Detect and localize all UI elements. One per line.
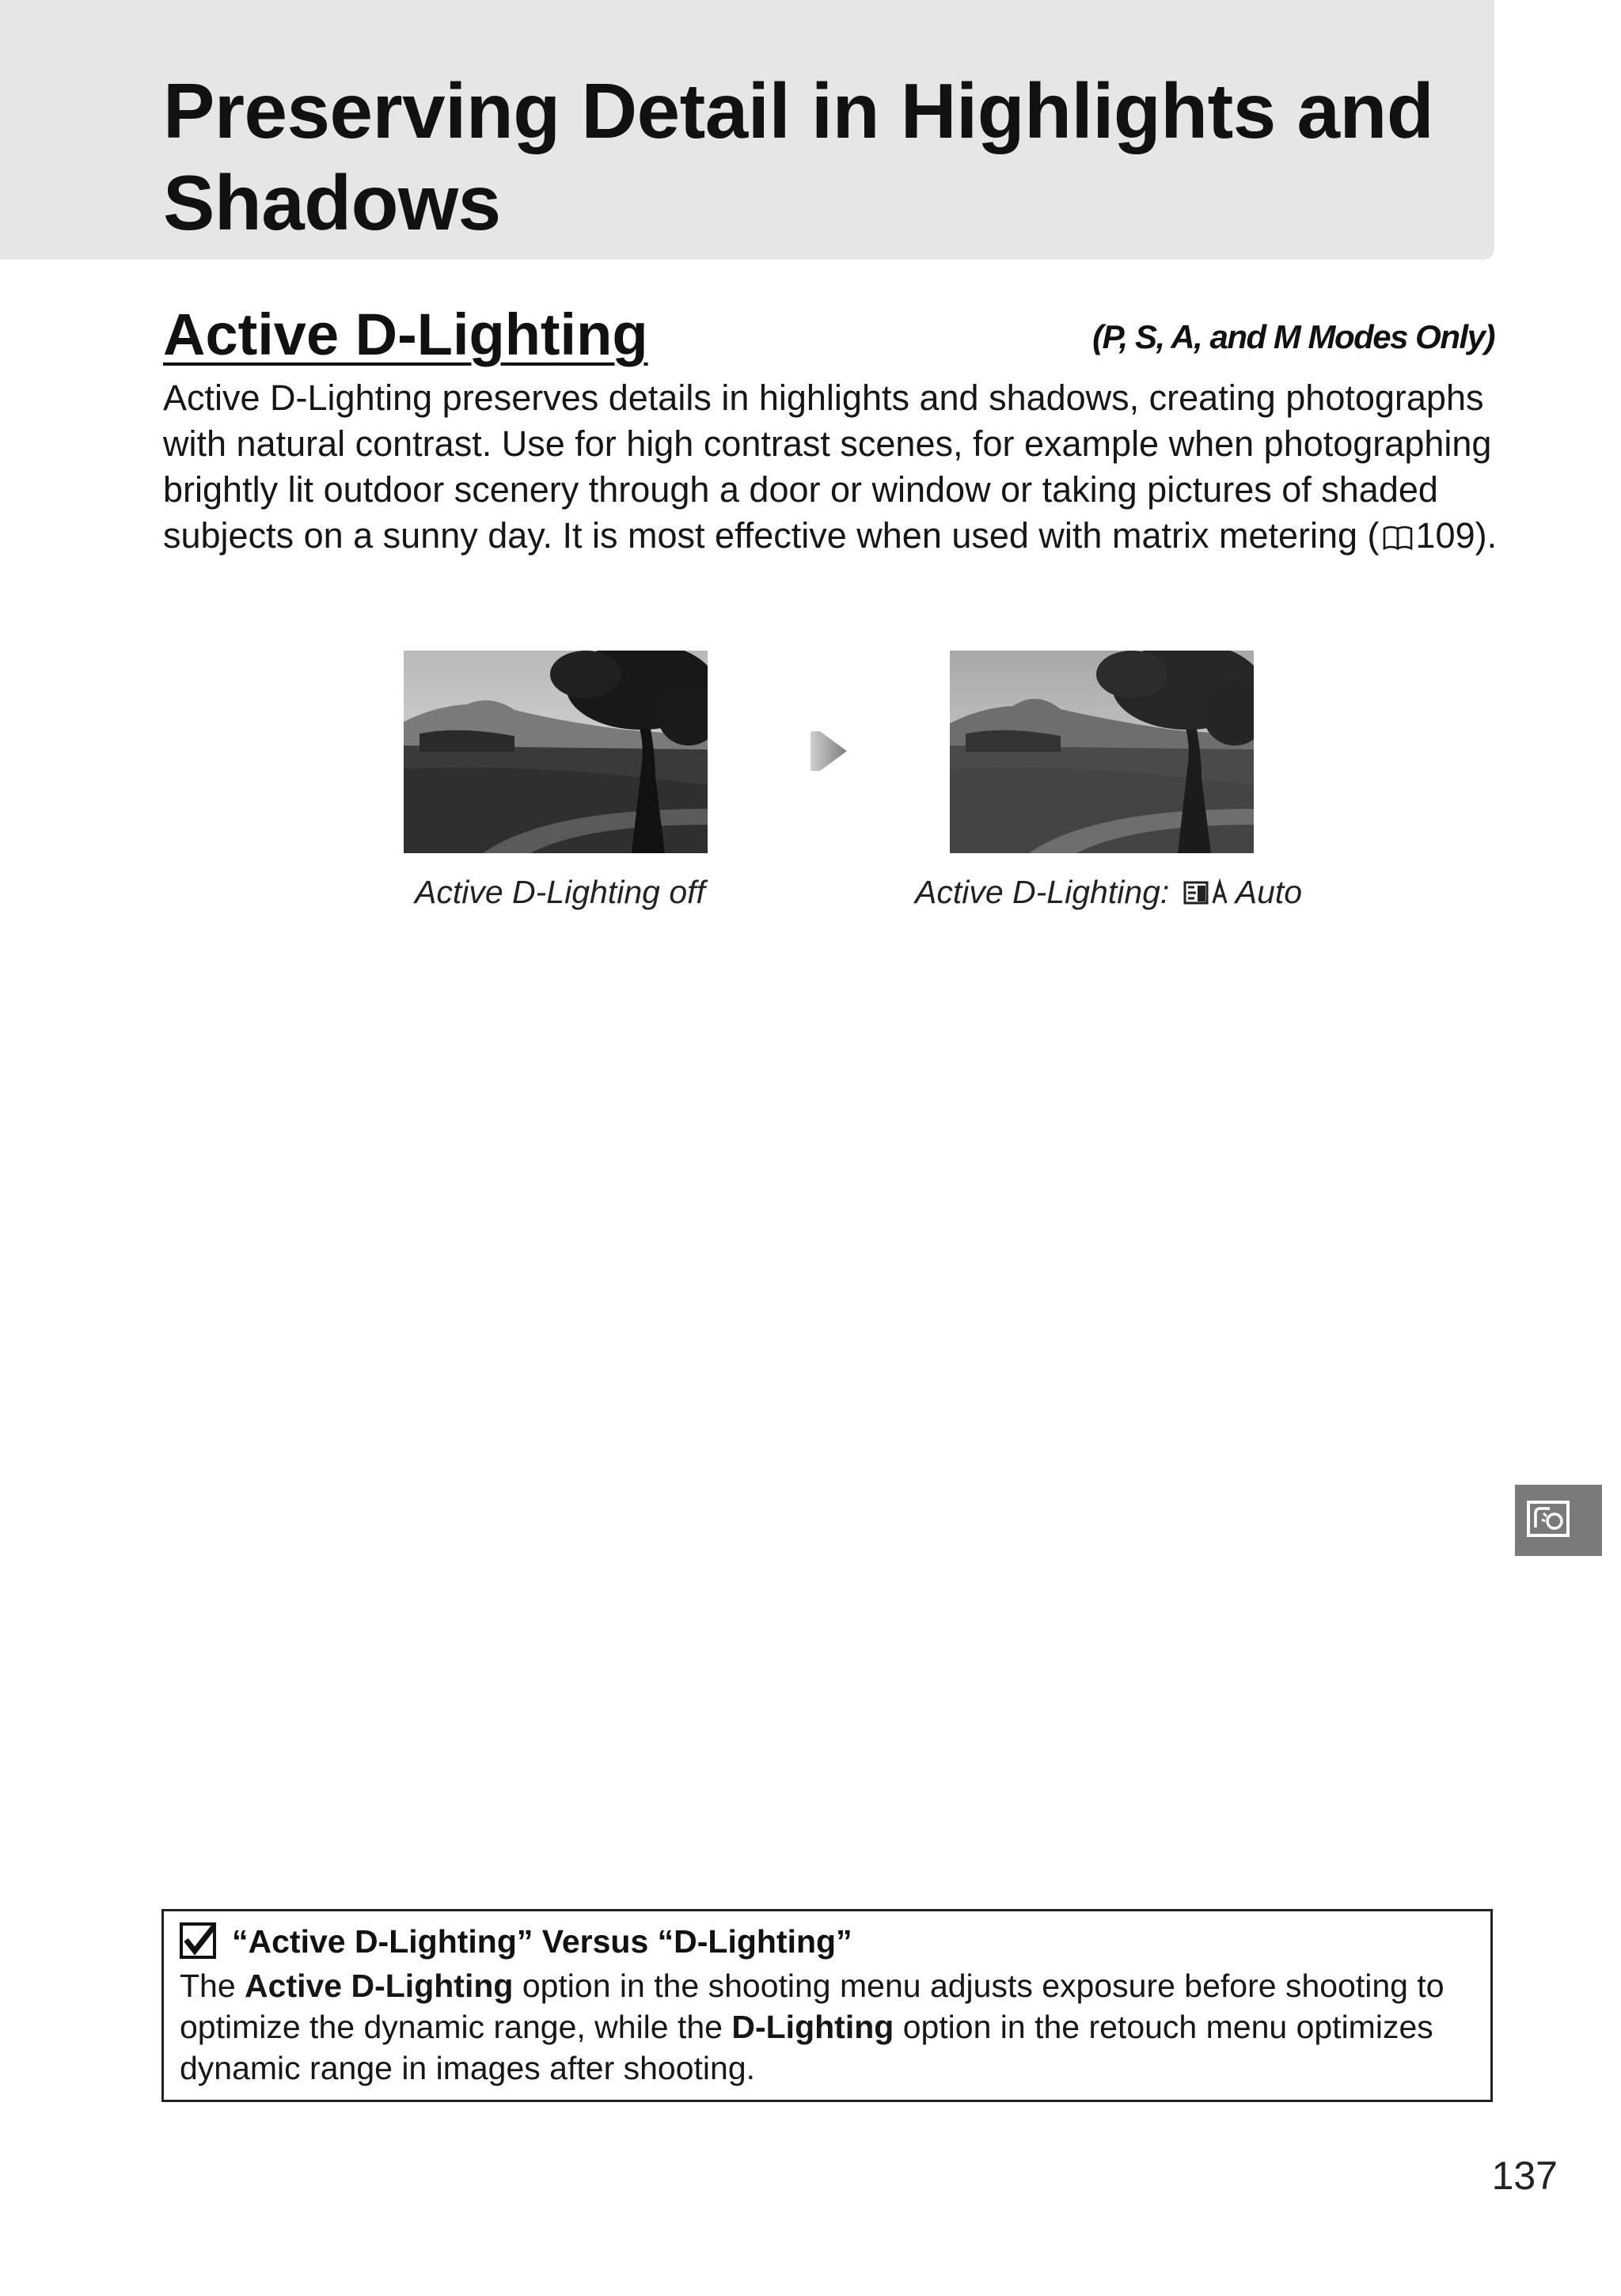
caption-d-lighting-off: Active D-Lighting off [415,874,705,910]
section-title: Active D-Lighting [163,302,648,367]
note-title: “Active D-Lighting” Versus “D-Lighting” [232,1923,852,1960]
note-box [161,1909,1493,2102]
photo-d-lighting-auto [950,651,1254,853]
arrow-right-icon [807,723,850,779]
page-title: Preserving Detail in Highlights and Shadows [163,67,1434,246]
note-body [180,1965,1478,2089]
note-title-row [180,1922,852,1960]
note-bold-d-lighting: D-Lighting [731,2009,894,2045]
shooting-menu-tab[interactable] [1515,1485,1602,1556]
check-note-icon [180,1922,216,1959]
active-d-lighting-auto-icon [1183,878,1231,906]
note-text-1: The [180,1968,245,2004]
caption-auto-suffix: Auto [1235,874,1303,910]
caption-d-lighting-auto [915,874,1302,911]
intro-text: Active D-Lighting preserves details in highlights and shadows, creating photographs with natural contrast. Use for high contrast scenes, for example when photographing brightly lit outdoor scenery through a door or window or taking pictures of shaded subjects on a sunny day. It is most effective when used with matrix metering ( [163,378,1492,556]
note-text-3: option in the retouch menu optimizes dynamic range in images after shooting. [180,2009,1433,2086]
note-text-2: option in the shooting menu adjusts exposure before shooting to optimize the dynamic range, while the [180,1968,1444,2045]
reference-page: 109). [1415,515,1498,556]
book-reference-icon [1383,524,1413,551]
photo-d-lighting-off [404,651,708,853]
note-bold-active-d-lighting: Active D-Lighting [245,1968,514,2004]
caption-auto-prefix: Active D-Lighting: [915,874,1179,910]
page-number: 137 [1491,2154,1558,2198]
intro-paragraph [163,375,1501,559]
mode-note: (P, S, A, and M Modes Only) [1092,318,1494,355]
shooting-menu-tab-icon [1526,1497,1572,1540]
